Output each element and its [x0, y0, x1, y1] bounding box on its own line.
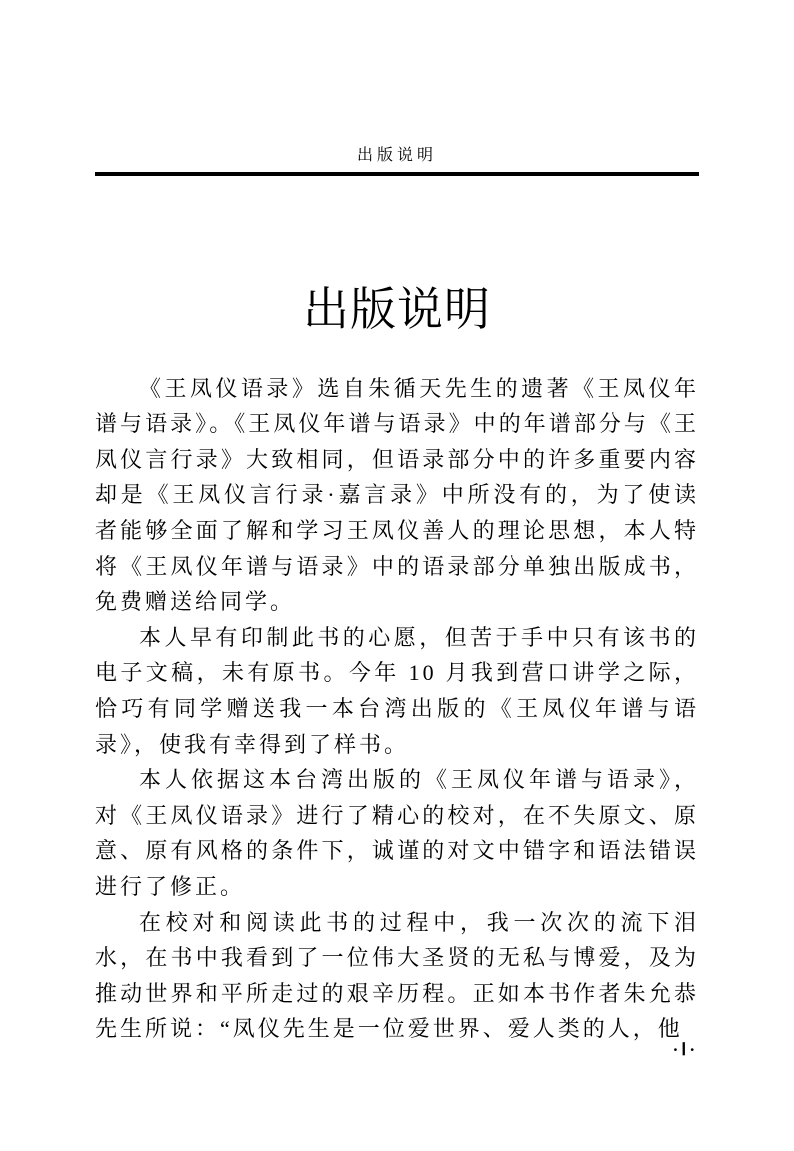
paragraph-2: 本人早有印制此书的心愿，但苦于手中只有该书的电子文稿，未有原书。今年 10 月我到营口讲学之际，恰巧有同学赠送我一本台湾出版的《王凤仪年谱与语录》，使我有幸得到了样书。: [95, 624, 699, 757]
text-column: [95, 0, 699, 1047]
paragraph-4: 在校对和阅读此书的过程中，我一次次的流下泪水，在书中我看到了一位伟大圣贤的无私与博爱，及为推动世界和平所走过的艰辛历程。正如本书作者朱允恭先生所说：“凤仪先生是一位爱世界、爱人类的人，他: [95, 909, 699, 1042]
header-divider: [95, 172, 699, 176]
paragraph-1: 《王凤仪语录》选自朱循天先生的遗著《王凤仪年谱与语录》。《王凤仪年谱与语录》中的年谱部分与《王凤仪言行录》大致相同，但语录部分中的许多重要内容却是《王凤仪言行录·嘉言录》中所没有的，为了使读者能够全面了解和学习王凤仪善人的理论思想，本人特将《王凤仪年谱与语录》中的语录部分单独出版成书，免费赠送给同学。: [95, 375, 699, 615]
page-number: ·Ⅰ·: [672, 1040, 698, 1059]
body-text: [95, 371, 699, 1047]
paragraph-3: 本人依据这本台湾出版的《王凤仪年谱与语录》，对《王凤仪语录》进行了精心的校对，在不失原文、原意、原有风格的条件下，诚谨的对文中错字和语法错误进行了修正。: [95, 767, 699, 899]
running-header: 出版说明: [356, 147, 437, 164]
page-title: 出版说明: [303, 282, 491, 336]
